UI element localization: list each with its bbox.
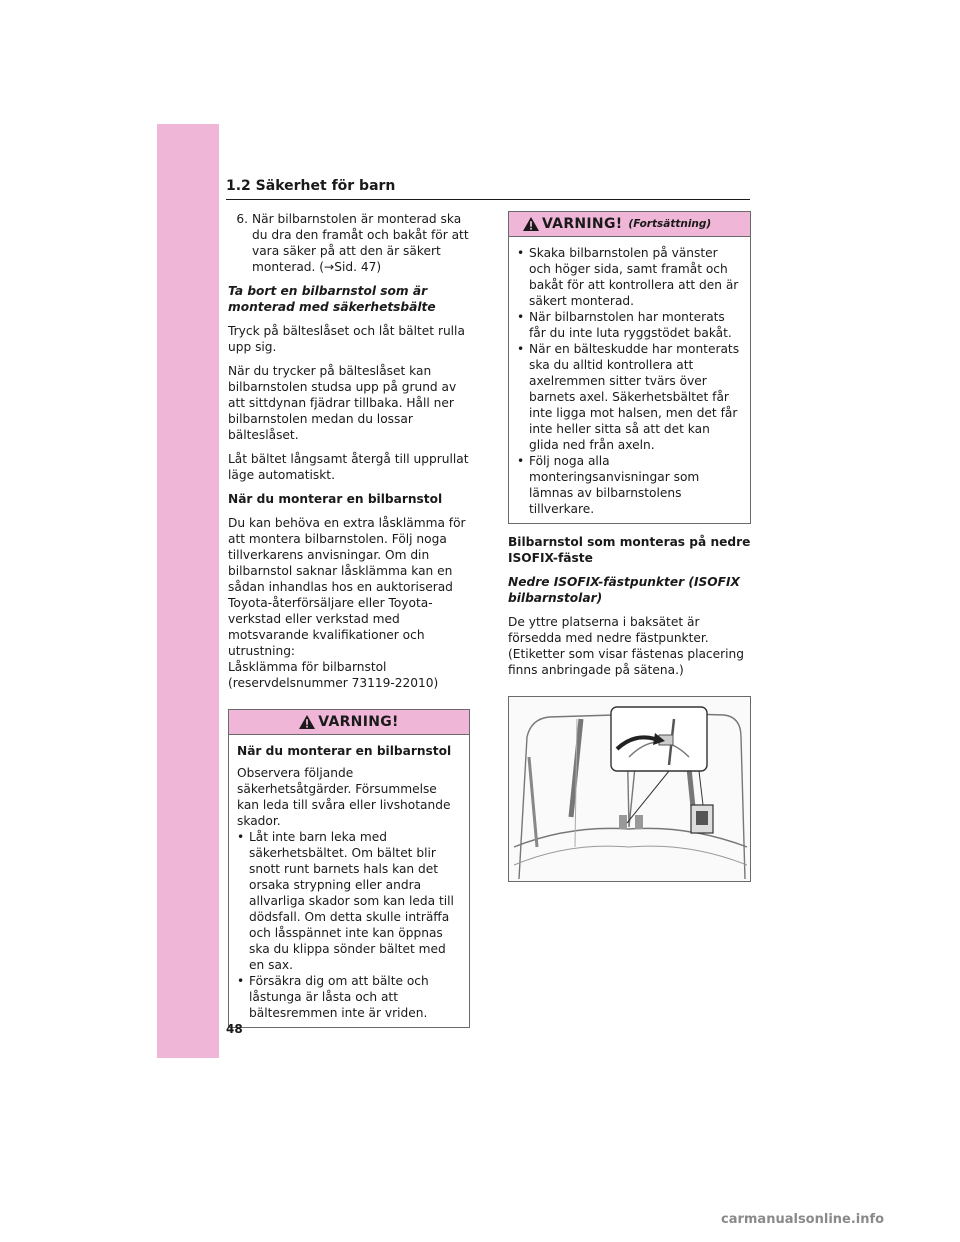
warning-box (228, 709, 470, 1028)
chapter-color-band (157, 124, 219, 1058)
warning-bullet: • Låt inte barn leka med säkerhetsbältet. Om bältet blir snott runt barnets hals kan det orsaka strypning eller andra allvarliga skador som kan leda till dödsfall. Om detta skulle inträffa och låsspännet inte kan öppnas ska du klippa sönder bältet med en sax. (237, 830, 454, 972)
isofix-text: De yttre platserna i baksätet är försedda med nedre fästpunkter. (Etiketter som visar fästenas placering finns anbringade på sätena.) (508, 615, 744, 677)
remove-heading: Ta bort en bilbarnstol som är monterad med säkerhetsbälte (228, 284, 436, 314)
warning-bullet: • När en bälteskudde har monterats ska du alltid kontrollera att axelremmen sitter tvärs över barnets axel. Säkerhetsbältet får inte ligga mot halsen, men det får inte heller sitta så att det kan glida ned från axeln. (517, 342, 740, 452)
warning-box-continued (508, 211, 751, 524)
warning-body (229, 735, 469, 1027)
locking-clip-label: Låsklämma för bilbarnstol (228, 660, 387, 674)
step-text: När bilbarnstolen är monterad ska du dra den framåt och bakåt för att vara säker på att den är säkert monterad. (→Sid. 47) (252, 212, 469, 274)
isofix-subheading: Nedre ISOFIX-fästpunkter (ISOFIX bilbarnstolar) (508, 575, 740, 605)
warning-continued: (Fortsättning) (628, 218, 712, 230)
warning-title: VARNING! (542, 216, 623, 232)
warning-triangle-icon (523, 217, 539, 231)
left-column (228, 211, 470, 1038)
isofix-illustration (508, 696, 751, 882)
page-number: 48 (226, 1022, 243, 1036)
warning-bullet: • Försäkra dig om att bälte och låstunga är låsta och att bältesremmen inte är vriden. (237, 974, 429, 1020)
warning-triangle-icon (299, 715, 315, 729)
warning-body (509, 237, 750, 523)
isofix-heading: Bilbarnstol som monteras på nedre ISOFIX-fäste (508, 535, 751, 565)
warning-header (509, 212, 750, 237)
paragraph: Låt bältet långsamt återgå till upprullat läge automatiskt. (228, 452, 469, 482)
warning-bullet: • När bilbarnstolen har monterats får du inte luta ryggstödet bakåt. (517, 310, 732, 340)
paragraph: När du trycker på bälteslåset kan bilbarnstolen studsa upp på grund av att sittdynan fjädrar tillbaka. Håll ner bilbarnstolen medan du lossar bälteslåset. (228, 364, 457, 442)
step-number: 6. (236, 212, 248, 226)
step-6 (228, 211, 470, 275)
section-header: 1.2 Säkerhet för barn (226, 178, 750, 200)
rear-seat-drawing (509, 697, 750, 879)
warning-intro: Observera följande säkerhetsåtgärder. Försummelse kan leda till svåra eller livshotande skador. (237, 766, 451, 828)
footer-watermark: carmanualsonline.info (721, 1212, 885, 1227)
warning-header (229, 710, 469, 735)
warning-bullet: • Följ noga alla monteringsanvisningar som lämnas av bilbarnstolens tillverkare. (517, 454, 700, 516)
install-heading: När du monterar en bilbarnstol (228, 492, 443, 506)
warning-title: VARNING! (318, 714, 399, 730)
paragraph: Du kan behöva en extra låsklämma för att montera bilbarnstolen. Följ noga tillverkarens anvisningar. Om din bilbarnstol saknar låsklämma kan en sådan inhandlas hos en auktoriserad Toyota-återförsäljare eller Toyota-verkstad eller verkstad med motsvarande kvalifikationer och utrustning: (228, 516, 466, 658)
warning-bullet: • Skaka bilbarnstolen på vänster och höger sida, samt framåt och bakåt för att kontrollera att den är säkert monterad. (517, 246, 739, 308)
right-column (508, 211, 751, 882)
paragraph: Tryck på bälteslåset och låt bältet rulla upp sig. (228, 324, 465, 354)
warning-subheading: När du monterar en bilbarnstol (237, 744, 452, 758)
part-number: (reservdelsnummer 73119-22010) (228, 676, 439, 690)
